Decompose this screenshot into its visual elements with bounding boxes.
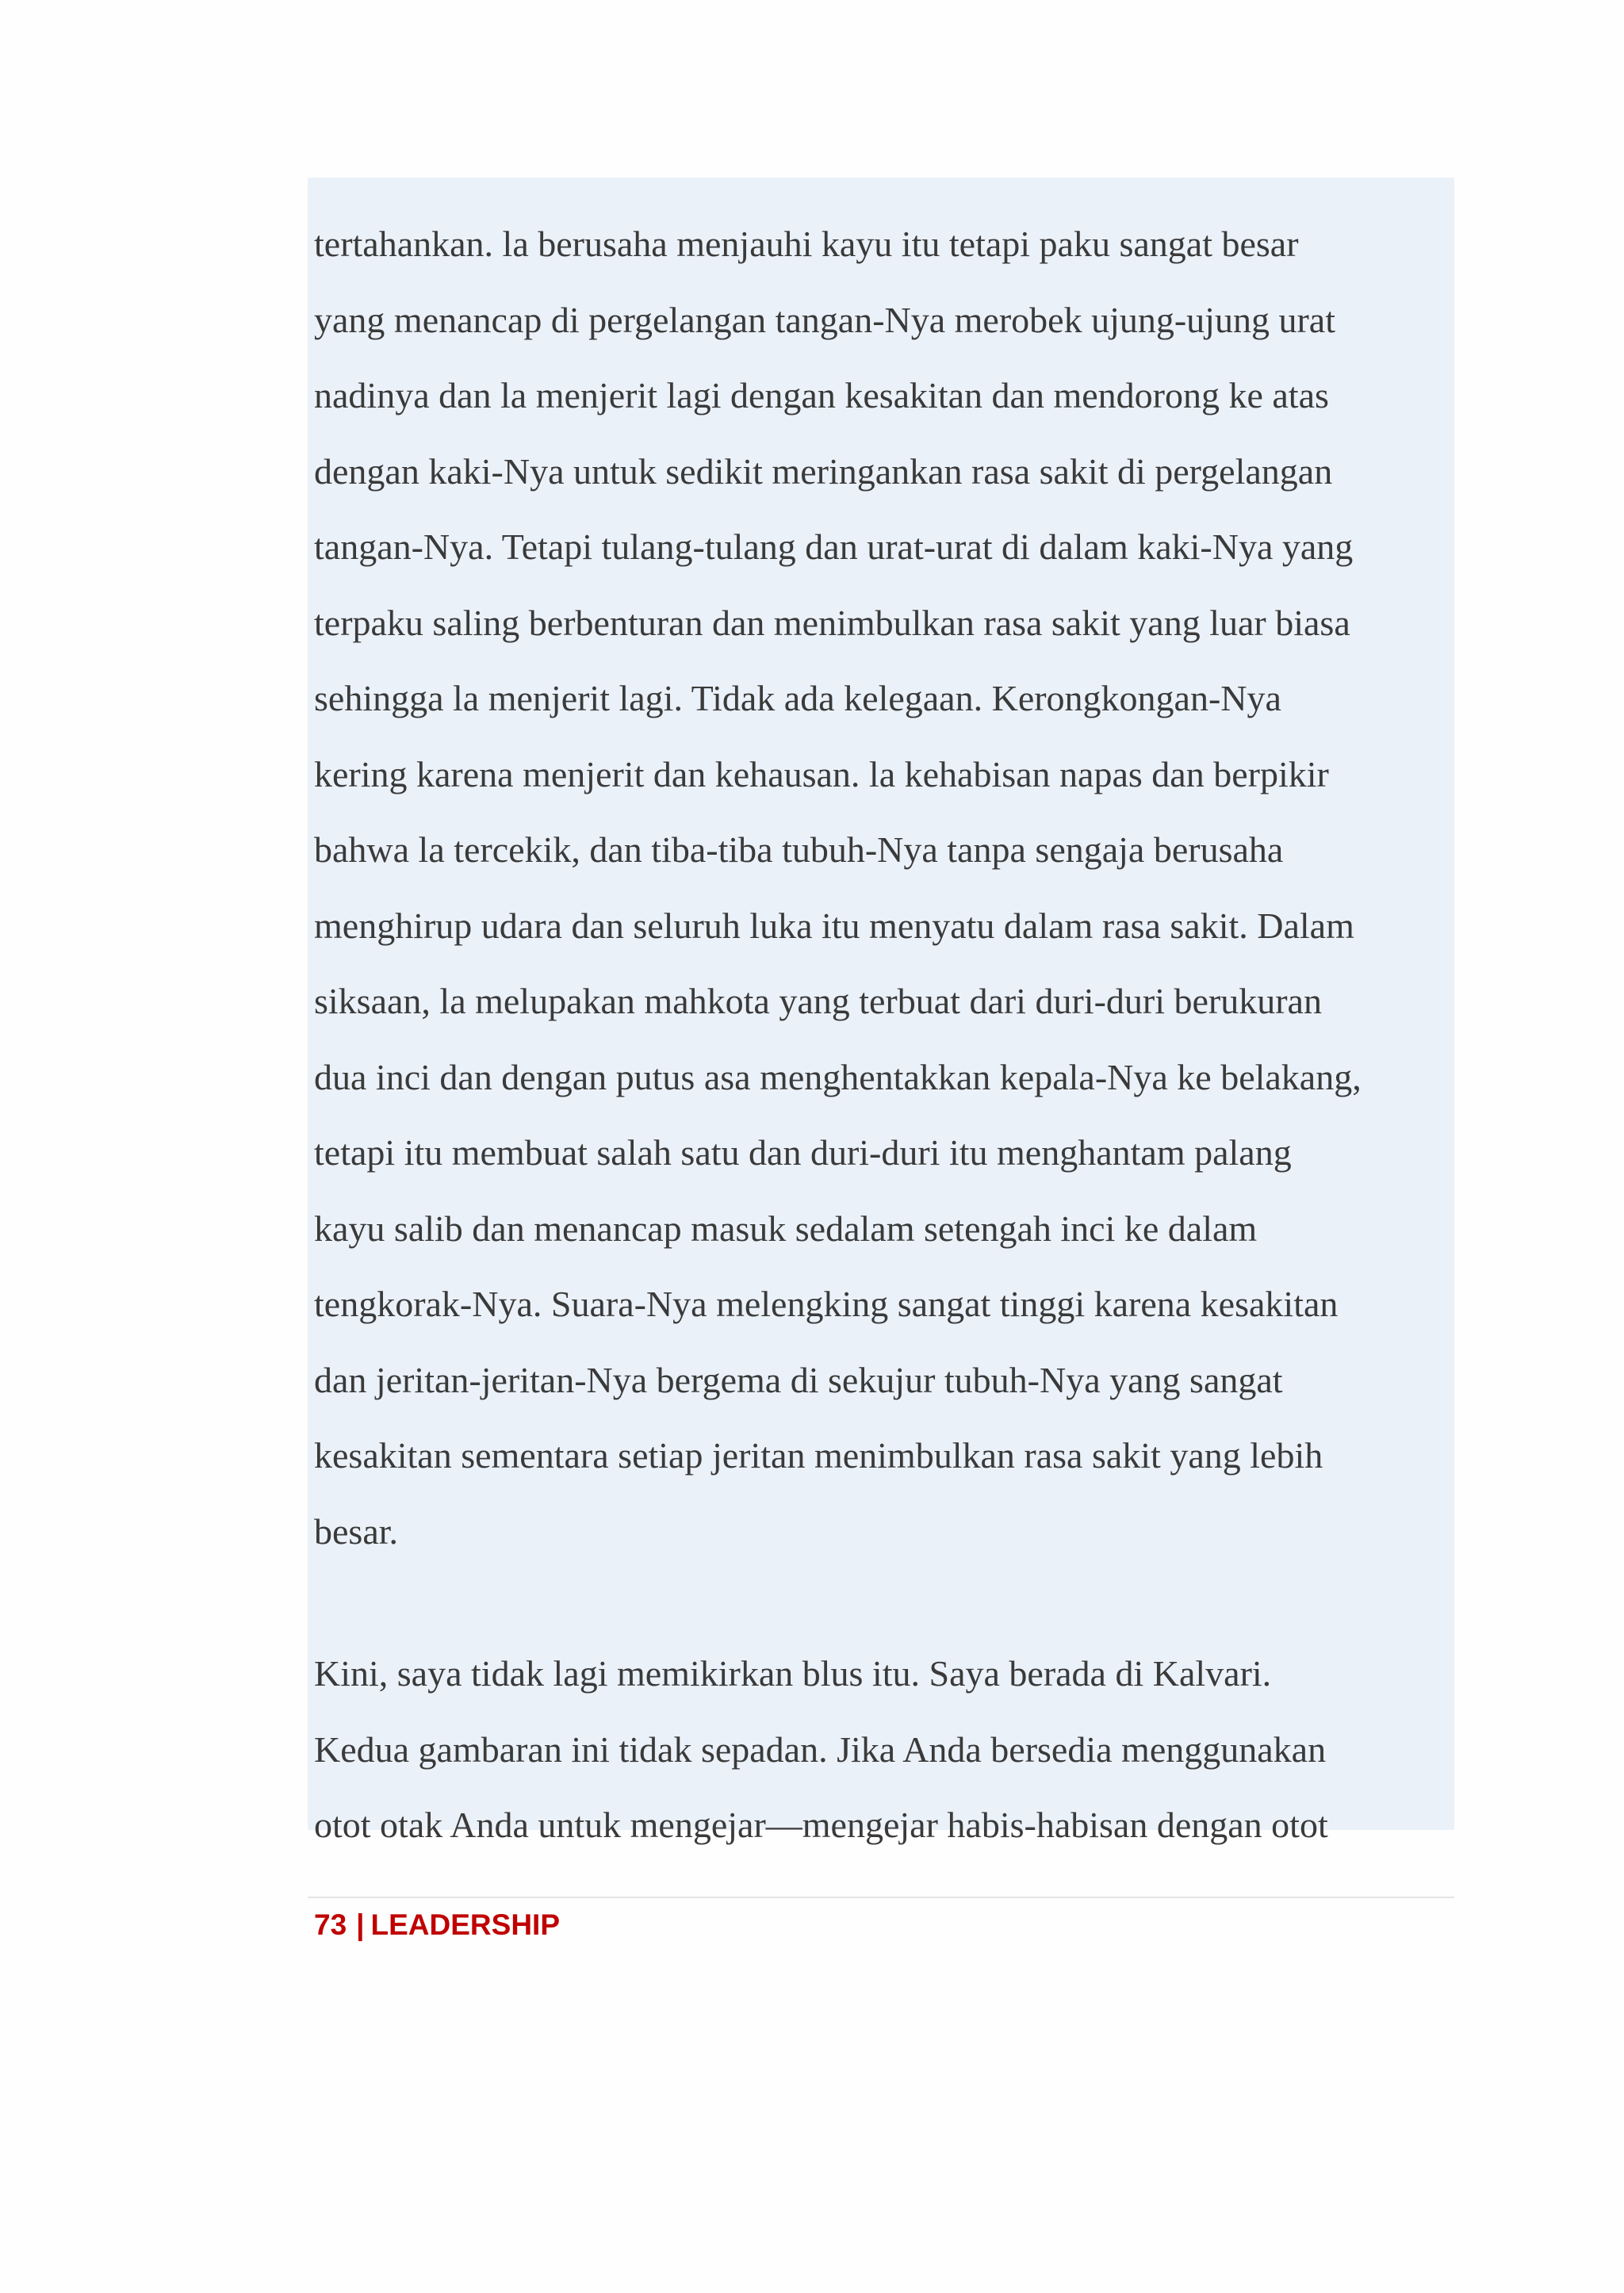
footer-separator: | xyxy=(356,1908,365,1941)
paragraph-1-line: dan jeritan-jeritan-Nya bergema di sekujur tubuh-Nya yang sangat xyxy=(314,1359,1283,1400)
paragraph-1-line: besar. xyxy=(314,1510,399,1552)
paragraph-1-line: bahwa la tercekik, dan tiba-tiba tubuh-Nya tanpa sengaja berusaha xyxy=(314,829,1284,870)
page-footer xyxy=(314,1901,560,1949)
page-number: 73 xyxy=(314,1908,347,1941)
paragraph-1-line: menghirup udara dan seluruh luka itu menyatu dalam rasa sakit. Dalam xyxy=(314,905,1354,946)
paragraph-1 xyxy=(314,206,1454,1569)
paragraph-1-line: dua inci dan dengan putus asa menghentakkan kepala-Nya ke belakang, xyxy=(314,1056,1362,1097)
paragraph-1-line: sehingga la menjerit lagi. Tidak ada kelegaan. Kerongkongan-Nya xyxy=(314,678,1281,718)
paragraph-spacer xyxy=(314,1569,1454,1636)
paragraph-1-line: kering karena menjerit dan kehausan. la kehabisan napas dan berpikir xyxy=(314,753,1329,794)
paragraph-2 xyxy=(314,1636,1454,1863)
paragraph-2-line: Kedua gambaran ini tidak sepadan. Jika Anda bersedia menggunakan xyxy=(314,1728,1327,1770)
paragraph-1-line: tangan-Nya. Tetapi tulang-tulang dan urat-urat di dalam kaki-Nya yang xyxy=(314,526,1354,567)
body-text-box xyxy=(308,178,1454,1845)
paragraph-1-line: yang menancap di pergelangan tangan-Nya merobek ujung-ujung urat xyxy=(314,299,1335,340)
section-title: LEADERSHIP xyxy=(370,1908,560,1941)
paragraph-2-line: Kini, saya tidak lagi memikirkan blus itu. Saya berada di Kalvari. xyxy=(314,1653,1272,1694)
paragraph-1-line: tengkorak-Nya. Suara-Nya melengking sangat tinggi karena kesakitan xyxy=(314,1284,1339,1324)
paragraph-1-line: siksaan, la melupakan mahkota yang terbuat dari duri-duri berukuran xyxy=(314,981,1322,1021)
paragraph-1-line: tetapi itu membuat salah satu dan duri-duri itu menghantam palang xyxy=(314,1132,1292,1173)
paragraph-2-line: otot otak Anda untuk mengejar—mengejar habis-habisan dengan otot xyxy=(314,1805,1328,1845)
footer-divider xyxy=(308,1897,1454,1898)
paragraph-1-line: nadinya dan la menjerit lagi dengan kesakitan dan mendorong ke atas xyxy=(314,375,1329,415)
paragraph-1-line: kesakitan sementara setiap jeritan menimbulkan rasa sakit yang lebih xyxy=(314,1435,1323,1476)
paragraph-1-line: kayu salib dan menancap masuk sedalam setengah inci ke dalam xyxy=(314,1208,1258,1249)
paragraph-1-line: terpaku saling berbenturan dan menimbulkan rasa sakit yang luar biasa xyxy=(314,602,1350,643)
paragraph-1-line: tertahankan. la berusaha menjauhi kayu itu tetapi paku sangat besar xyxy=(314,224,1299,264)
paragraph-1-line: dengan kaki-Nya untuk sedikit meringankan rasa sakit di pergelangan xyxy=(314,450,1333,492)
